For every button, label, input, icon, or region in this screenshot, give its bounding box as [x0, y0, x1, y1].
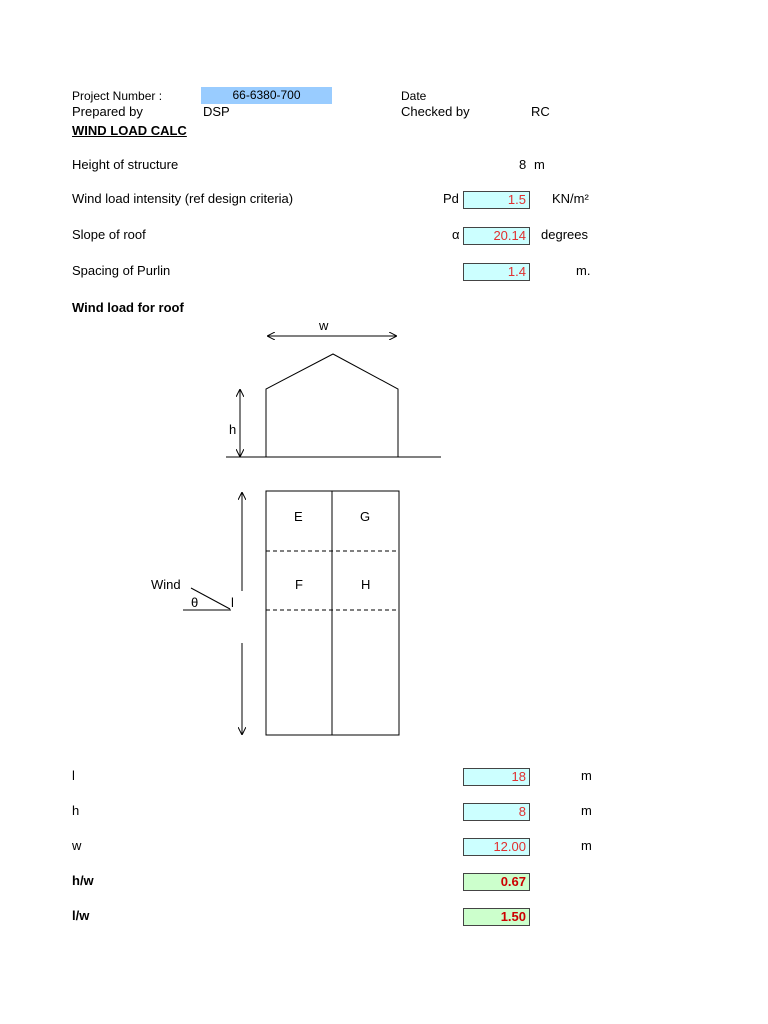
- result-l-cell[interactable]: 18: [463, 768, 530, 786]
- page-title: WIND LOAD CALC: [72, 123, 187, 138]
- result-hw-label: h/w: [72, 873, 94, 888]
- checked-by-value[interactable]: RC: [531, 104, 550, 119]
- result-h-cell[interactable]: 8: [463, 803, 530, 821]
- project-number-cell[interactable]: 66-6380-700: [201, 87, 332, 104]
- result-w-label: w: [72, 838, 82, 853]
- slope-symbol: α: [452, 227, 460, 242]
- prepared-by-label: Prepared by: [72, 104, 143, 119]
- date-label: Date: [401, 89, 427, 103]
- purlin-value-cell[interactable]: 1.4: [463, 263, 530, 281]
- intensity-value-cell[interactable]: 1.5: [463, 191, 530, 209]
- height-label: Height of structure: [72, 157, 179, 172]
- height-value[interactable]: 8: [519, 157, 527, 172]
- building-elevation: [266, 354, 398, 457]
- slope-value-cell[interactable]: 20.14: [463, 227, 530, 245]
- zone-e-label: E: [294, 509, 303, 524]
- slope-label: Slope of roof: [72, 227, 146, 242]
- result-l-unit: m: [581, 768, 592, 783]
- slope-unit: degrees: [541, 227, 588, 242]
- roof-section-title: Wind load for roof: [72, 300, 184, 315]
- result-hw-cell[interactable]: 0.67: [463, 873, 530, 891]
- intensity-unit: KN/m²: [552, 191, 589, 206]
- result-h-unit: m: [581, 803, 592, 818]
- intensity-label: Wind load intensity (ref design criteria): [72, 191, 294, 206]
- purlin-unit: m.: [576, 263, 591, 278]
- result-w-unit: m: [581, 838, 592, 853]
- result-h-label: h: [72, 803, 80, 818]
- height-unit: m: [534, 157, 545, 172]
- project-number-label: Project Number :: [72, 89, 163, 103]
- diagram-length-label: l: [231, 595, 234, 610]
- intensity-symbol: Pd: [443, 191, 459, 206]
- theta-label: θ: [191, 595, 199, 610]
- zone-f-label: F: [295, 577, 303, 592]
- purlin-label: Spacing of Purlin: [72, 263, 171, 278]
- result-l-label: l: [72, 768, 75, 783]
- checked-by-label: Checked by: [401, 104, 470, 119]
- zone-g-label: G: [360, 509, 371, 524]
- wind-label: Wind: [151, 577, 181, 592]
- result-lw-cell[interactable]: 1.50: [463, 908, 530, 926]
- result-w-cell[interactable]: 12.00: [463, 838, 530, 856]
- prepared-by-value[interactable]: DSP: [203, 104, 230, 119]
- result-lw-label: l/w: [72, 908, 90, 923]
- diagram-height-label: h: [229, 422, 237, 437]
- zone-h-label: H: [361, 577, 371, 592]
- diagram-width-label: w: [319, 318, 329, 333]
